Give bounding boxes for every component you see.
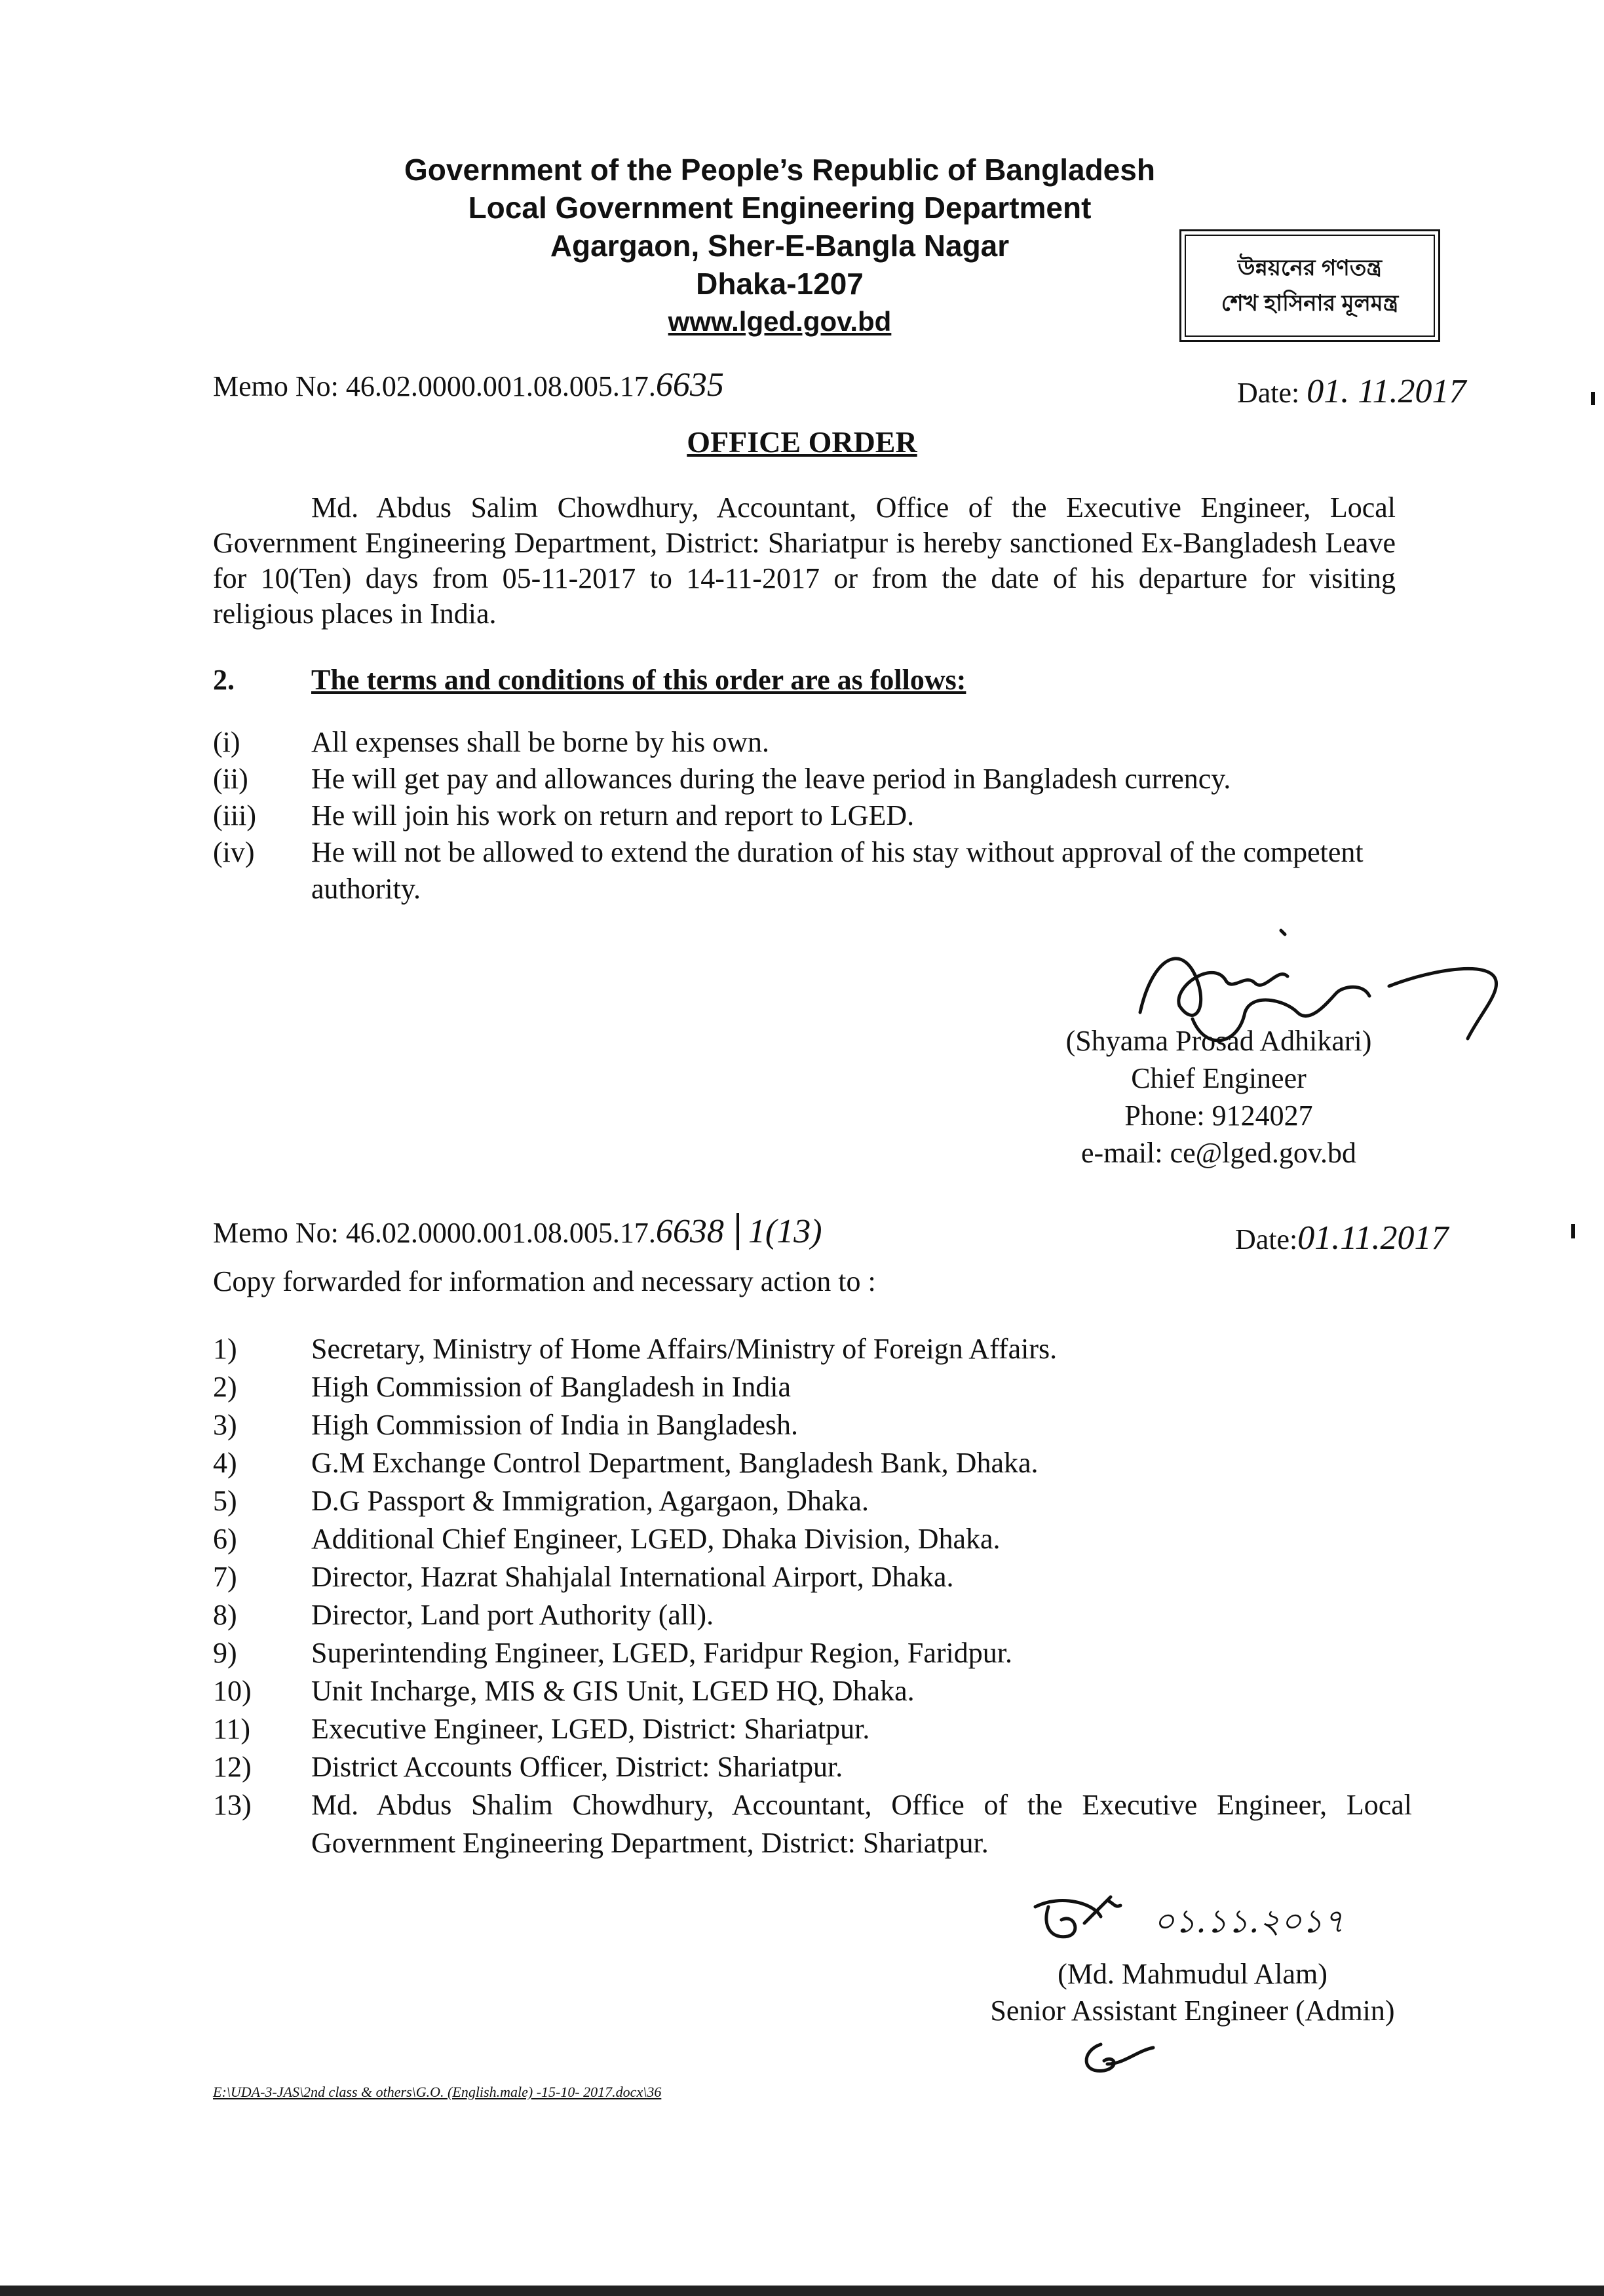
recipient-item (213, 1520, 1412, 1558)
recipient-item (213, 1748, 1412, 1786)
recipient-item (213, 1482, 1412, 1520)
recipient-number: 10) (213, 1675, 252, 1707)
recipient-number: 2) (213, 1371, 237, 1403)
recipient-text: G.M Exchange Control Department, Bangladesh Bank, Dhaka. (311, 1447, 1039, 1479)
memo-date-handwritten: 01. 11.2017 (1307, 373, 1466, 410)
copy-forwarded-line: Copy forwarded for information and necessary action to : (213, 1265, 876, 1297)
recipient-number: 6) (213, 1523, 237, 1555)
letterhead-line-government: Government of the People’s Republic of Bangladesh (404, 153, 1155, 187)
recipient-number: 12) (213, 1751, 252, 1783)
recipient-text: Md. Abdus Shalim Chowdhury, Accountant, Office of the Executive Engineer, Local Government Engineering Department, District: Shariatpur. (311, 1789, 1412, 1859)
term-text: He will get pay and allowances during the leave period in Bangladesh currency. (311, 763, 1231, 795)
recipient-number: 13) (213, 1789, 252, 1821)
senior-engineer-signature (1022, 1887, 1140, 1959)
memo-date-label: Date: (1237, 377, 1300, 409)
recipient-text: High Commission of Bangladesh in India (311, 1371, 792, 1403)
file-path-footer: E:\UDA-3-JAS\2nd class & others\G.O. (English.male) -15-10- 2017.docx\36 (213, 2084, 662, 2100)
signatory-email: e-mail: ce@lged.gov.bd (1080, 1137, 1357, 1169)
recipient-text: Director, Land port Authority (all). (311, 1599, 714, 1631)
recipient-text: D.G Passport & Immigration, Agargaon, Dhaka. (311, 1485, 869, 1517)
letterhead-line-department: Local Government Engineering Department (468, 191, 1092, 225)
signatory-designation: Chief Engineer (1131, 1062, 1307, 1094)
letterhead-line-address: Agargaon, Sher-E-Bangla Nagar (550, 229, 1010, 263)
recipient-number: 1) (213, 1333, 237, 1365)
scan-mark (1571, 1224, 1575, 1238)
senior-engineer-signature-block (957, 1956, 1428, 2029)
recipient-number: 11) (213, 1713, 251, 1745)
recipient-number: 4) (213, 1447, 237, 1479)
signatory-name: (Shyama Prosad Adhikari) (1065, 1025, 1372, 1057)
term-number: (i) (213, 726, 240, 758)
recipient-item (213, 1330, 1412, 1368)
recipient-item (213, 1444, 1412, 1482)
recipient-text: Director, Hazrat Shahjalal International Airport, Dhaka. (311, 1561, 954, 1593)
recipient-number: 7) (213, 1561, 237, 1593)
recipient-item (213, 1596, 1412, 1634)
term-item (213, 797, 1396, 834)
letterhead-url: www.lged.gov.bd (668, 306, 892, 337)
term-number: (ii) (213, 763, 248, 795)
chief-engineer-signature-block (1016, 1022, 1422, 1172)
copy-memo-date-line (1235, 1219, 1448, 1257)
signatory-name: (Md. Mahmudul Alam) (1058, 1958, 1327, 1990)
signatory-designation: Senior Assistant Engineer (Admin) (990, 1995, 1395, 2027)
memo-number-line (213, 366, 724, 404)
term-number: (iii) (213, 799, 256, 832)
recipient-item (213, 1786, 1412, 1862)
letterhead (380, 151, 1179, 341)
term-text: He will not be allowed to extend the duration of his stay without approval of the competent authority. (311, 836, 1364, 905)
recipient-number: 9) (213, 1637, 237, 1669)
recipient-number: 5) (213, 1485, 237, 1517)
recipient-item (213, 1672, 1412, 1710)
slogan-line-1: উন্নয়নের গণতন্ত্র (1238, 256, 1382, 280)
copy-memo-date-handwritten: 01.11.2017 (1297, 1219, 1449, 1257)
memo-date-line (1237, 372, 1466, 411)
slogan-box (1179, 229, 1440, 342)
recipient-text: Additional Chief Engineer, LGED, Dhaka Division, Dhaka. (311, 1523, 1001, 1555)
recipient-number: 8) (213, 1599, 237, 1631)
copy-memo-number-handwritten: 6638 (655, 1213, 724, 1250)
recipient-text: District Accounts Officer, District: Shariatpur. (311, 1751, 843, 1783)
term-item (213, 724, 1396, 761)
memo-number-handwritten: 6635 (655, 366, 724, 404)
section-heading: The terms and conditions of this order are as follows: (311, 664, 966, 696)
recipient-number: 3) (213, 1409, 237, 1441)
copy-memo-date-label: Date: (1235, 1223, 1298, 1255)
senior-engineer-handwritten-date: ০১.১১.২০১৭ (1153, 1902, 1345, 1940)
recipient-item (213, 1710, 1412, 1748)
copy-memo-label: Memo No: 46.02.0000.001.08.005.17. (213, 1217, 656, 1249)
recipient-text: Unit Incharge, MIS & GIS Unit, LGED HQ, Dhaka. (311, 1675, 915, 1707)
document-title: OFFICE ORDER (687, 425, 917, 459)
signatory-phone: Phone: 9124027 (1124, 1100, 1313, 1132)
terms-list (213, 724, 1396, 908)
slogan-line-2: শেখ হাসিনার মূলমন্ত্র (1221, 291, 1399, 316)
recipient-item (213, 1368, 1412, 1406)
term-text: All expenses shall be borne by his own. (311, 726, 769, 758)
slogan-inner-box (1185, 235, 1435, 337)
recipient-text: Executive Engineer, LGED, District: Shariatpur. (311, 1713, 870, 1745)
recipient-item (213, 1406, 1412, 1444)
term-item (213, 761, 1396, 797)
recipients-list (213, 1330, 1412, 1862)
memo-label: Memo No: 46.02.0000.001.08.005.17. (213, 370, 656, 402)
copy-memo-reference-handwritten: 1(13) (736, 1213, 822, 1250)
letterhead-line-city: Dhaka-1207 (696, 267, 864, 301)
recipient-text: High Commission of India in Bangladesh. (311, 1409, 799, 1441)
copy-memo-number-line (213, 1212, 822, 1251)
section-number: 2. (213, 664, 235, 696)
term-number: (iv) (213, 836, 255, 868)
order-paragraph: Md. Abdus Salim Chowdhury, Accountant, Office of the Executive Engineer, Local Government Engineering Department, District: Shariatpur is hereby sanctioned Ex-Bangladesh Leave for 10(Ten) days from 05-11-2017 to 14-11-2017 or from the date of his departure for visiting religious places in India. (213, 491, 1396, 630)
scan-bottom-edge (0, 2286, 1604, 2296)
term-item (213, 834, 1396, 908)
term-text: He will join his work on return and report to LGED. (311, 799, 915, 832)
recipient-text: Superintending Engineer, LGED, Faridpur Region, Faridpur. (311, 1637, 1012, 1669)
recipient-item (213, 1634, 1412, 1672)
recipient-item (213, 1558, 1412, 1596)
scan-mark (1591, 392, 1595, 405)
initials-mark (1075, 2031, 1160, 2084)
recipient-text: Secretary, Ministry of Home Affairs/Ministry of Foreign Affairs. (311, 1333, 1058, 1365)
